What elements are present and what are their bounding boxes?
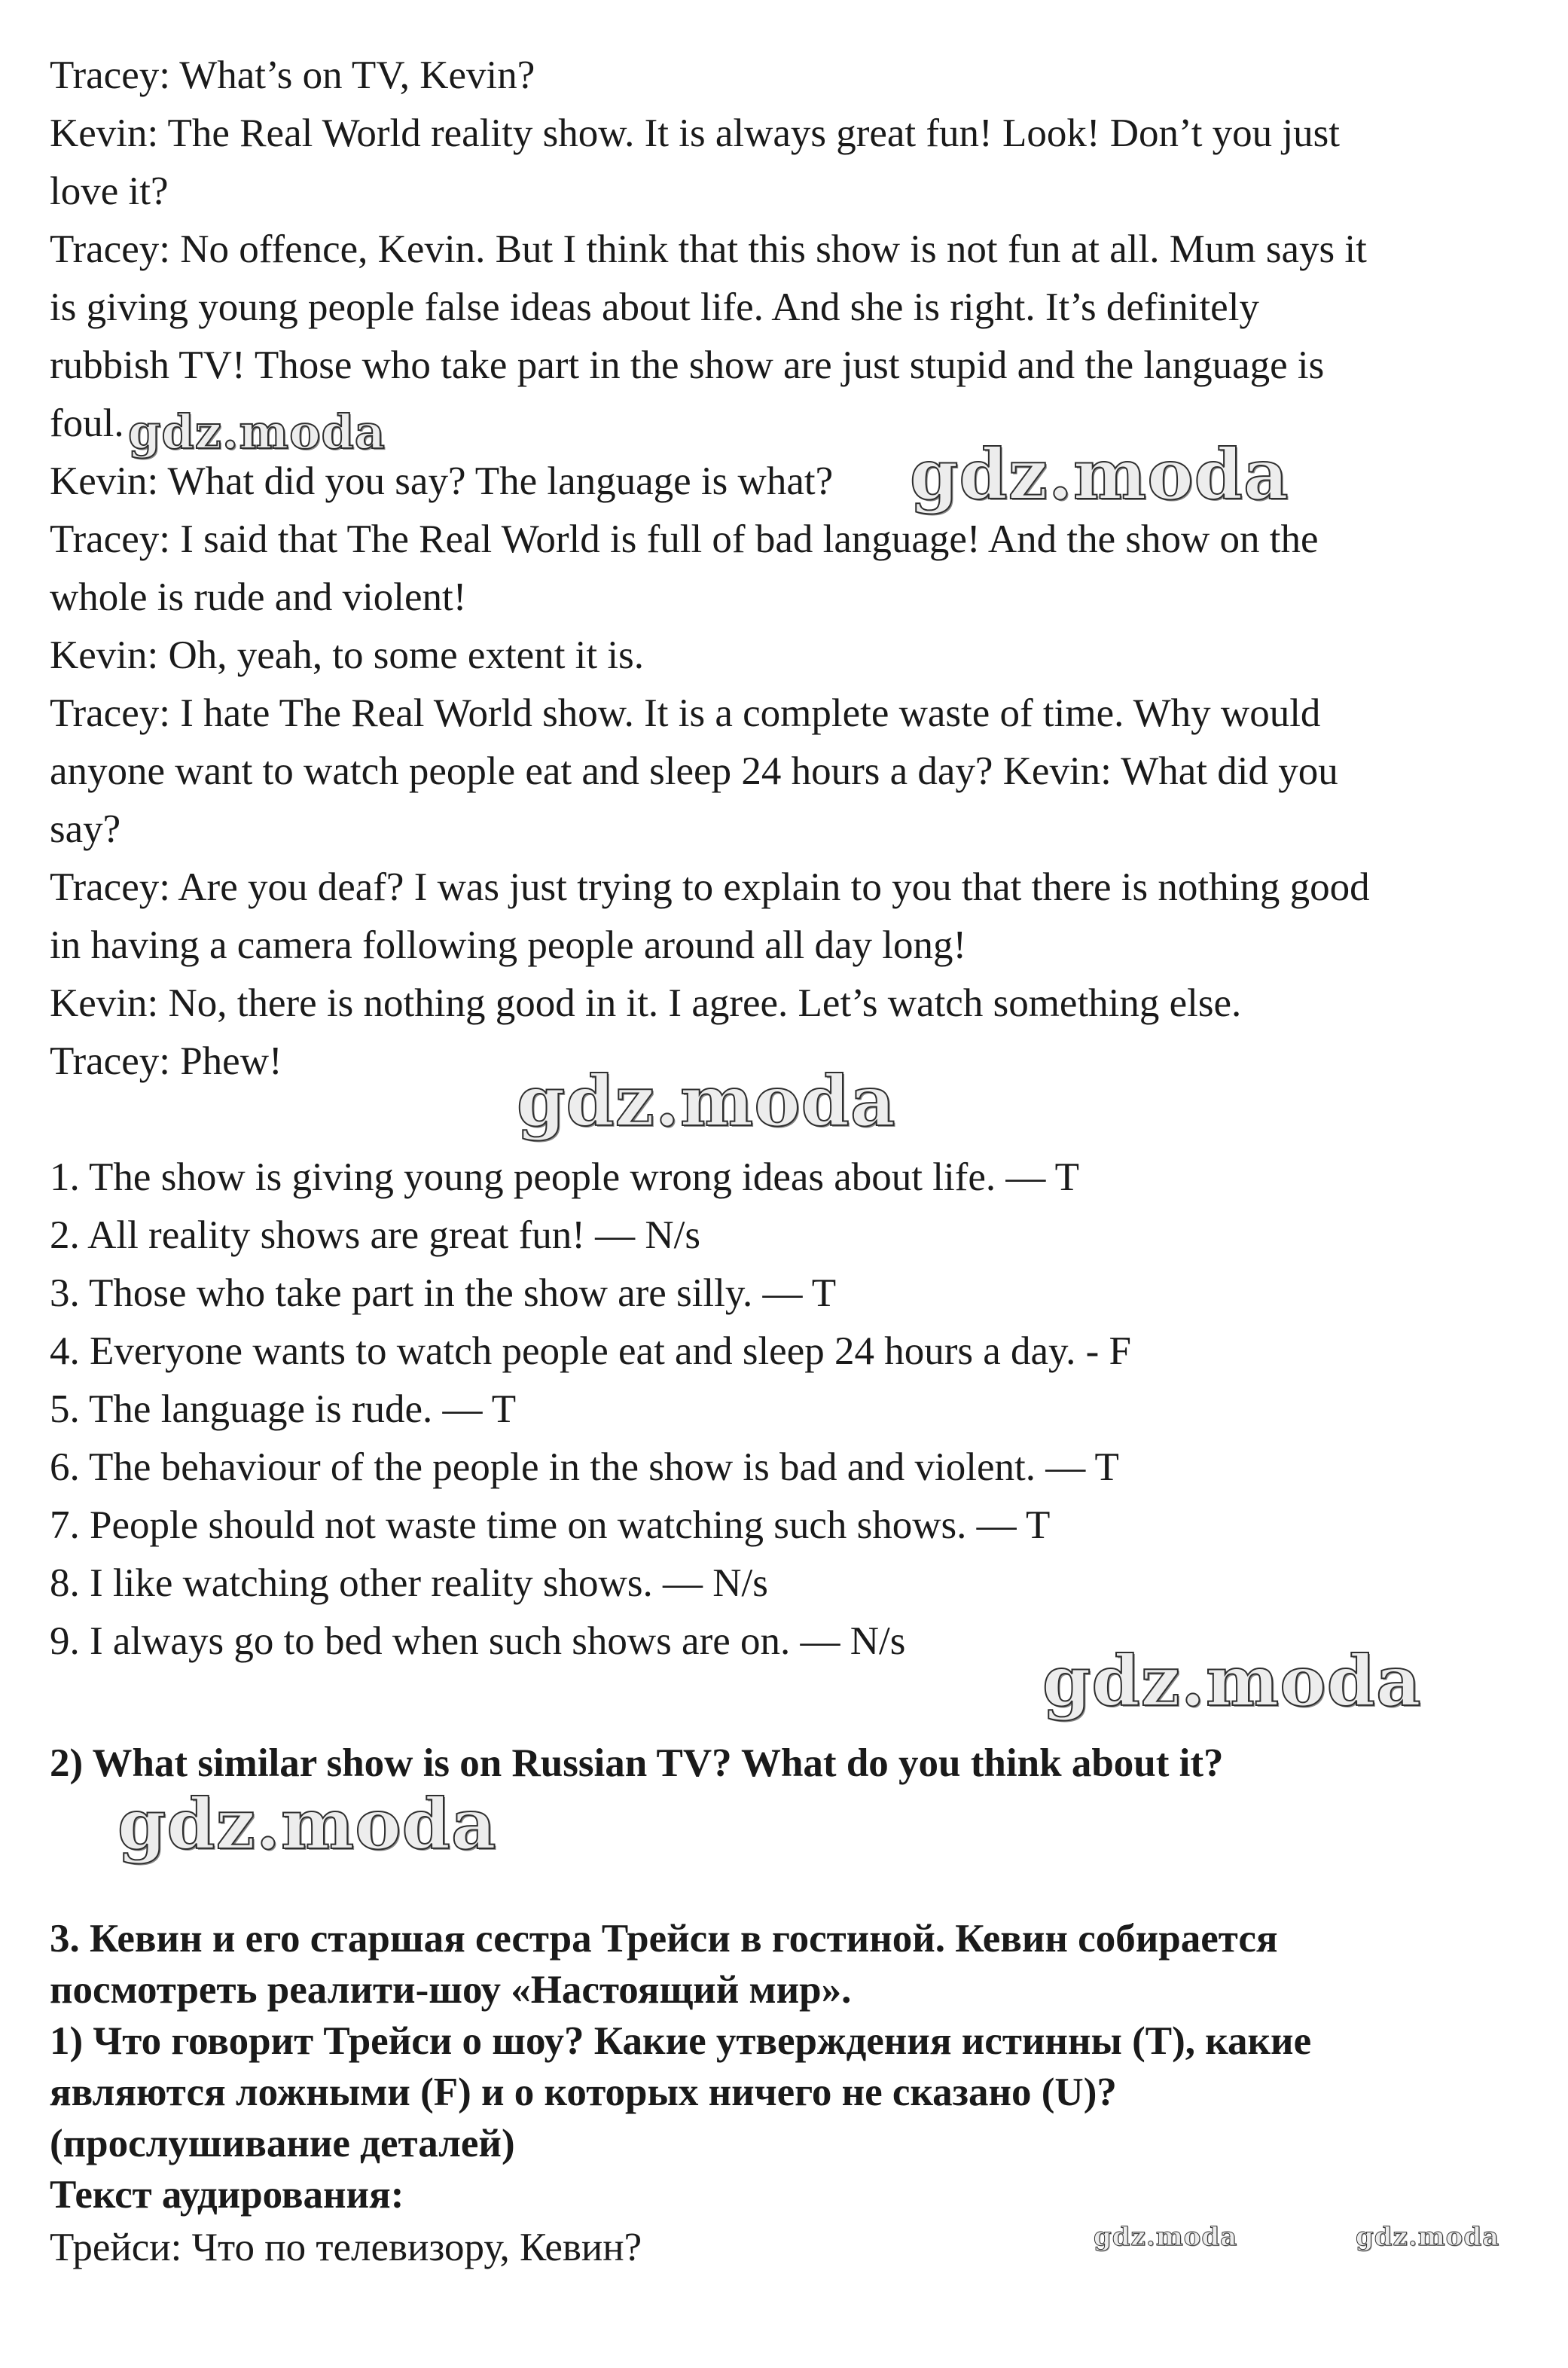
dialogue-line: say? <box>50 807 121 851</box>
dialogue-line: whole is rude and violent! <box>50 575 467 619</box>
dialogue-line: Kevin: Oh, yeah, to some extent it is. <box>50 633 644 677</box>
task-heading: Текст аудирования: <box>50 2173 404 2217</box>
dialogue-line: Kevin: The Real World reality show. It is always great fun! Look! Don’t you just <box>50 111 1341 155</box>
dialogue-line: rubbish TV! Those who take part in the show are just stupid and the language is <box>50 343 1325 387</box>
watermark-logo: gdz.moda <box>1356 2222 1500 2252</box>
watermark-logo: gdz.moda <box>910 434 1289 515</box>
task-heading: 1) Что говорит Трейси о шоу? Какие утверждения истинны (T), какие <box>50 2019 1312 2063</box>
statement-item: 3. Those who take part in the show are silly. — T <box>50 1271 837 1315</box>
statement-item: 9. I always go to bed when such shows are on. — N/s <box>50 1619 906 1663</box>
dialogue-line: foul. <box>50 401 124 445</box>
task-heading: (прослушивание деталей) <box>50 2122 515 2165</box>
dialogue-line: Tracey: What’s on TV, Kevin? <box>50 53 535 97</box>
watermark-logo: gdz.moda <box>517 1060 896 1142</box>
statement-item: 7. People should not waste time on watching such shows. — T <box>50 1503 1051 1547</box>
dialogue-line: love it? <box>50 169 169 213</box>
dialogue-line: in having a camera following people around all day long! <box>50 923 967 967</box>
dialogue-line: Tracey: Phew! <box>50 1039 282 1083</box>
watermark-logo: gdz.moda <box>117 1784 497 1865</box>
watermark-logo: gdz.moda <box>1094 2222 1238 2252</box>
task-heading: посмотреть реалити-шоу «Настоящий мир». <box>50 1968 852 2012</box>
statement-item: 6. The behaviour of the people in the show is bad and violent. — T <box>50 1445 1119 1489</box>
task-heading: являются ложными (F) и о которых ничего не сказано (U)? <box>50 2070 1117 2114</box>
dialogue-line-ru: Трейси: Что по телевизору, Кевин? <box>50 2226 642 2269</box>
dialogue-line: Kevin: No, there is nothing good in it. I agree. Let’s watch something else. <box>50 981 1242 1025</box>
statement-item: 2. All reality shows are great fun! — N/s <box>50 1213 700 1257</box>
dialogue-line: Tracey: Are you deaf? I was just trying to explain to you that there is nothing good <box>50 865 1370 909</box>
question-heading: 2) What similar show is on Russian TV? What do you think about it? <box>50 1741 1224 1785</box>
dialogue-line: Tracey: I hate The Real World show. It is a complete waste of time. Why would <box>50 691 1321 735</box>
dialogue-line: Kevin: What did you say? The language is what? <box>50 459 834 503</box>
dialogue-line: Tracey: No offence, Kevin. But I think that this show is not fun at all. Mum says it <box>50 227 1367 271</box>
watermark-logo: gdz.moda <box>128 404 386 459</box>
dialogue-line: Tracey: I said that The Real World is full of bad language! And the show on the <box>50 517 1319 561</box>
dialogue-line: is giving young people false ideas about life. And she is right. It’s definitely <box>50 285 1259 329</box>
statement-item: 5. The language is rude. — T <box>50 1387 517 1431</box>
statement-item: 4. Everyone wants to watch people eat and sleep 24 hours a day. - F <box>50 1329 1131 1373</box>
statement-item: 1. The show is giving young people wrong ideas about life. — T <box>50 1155 1080 1199</box>
statement-item: 8. I like watching other reality shows. — N/s <box>50 1561 768 1605</box>
watermark-logo: gdz.moda <box>1042 1640 1422 1722</box>
task-heading: 3. Кевин и его старшая сестра Трейси в гостиной. Кевин собирается <box>50 1917 1278 1961</box>
dialogue-line: anyone want to watch people eat and sleep 24 hours a day? Kevin: What did you <box>50 749 1338 793</box>
